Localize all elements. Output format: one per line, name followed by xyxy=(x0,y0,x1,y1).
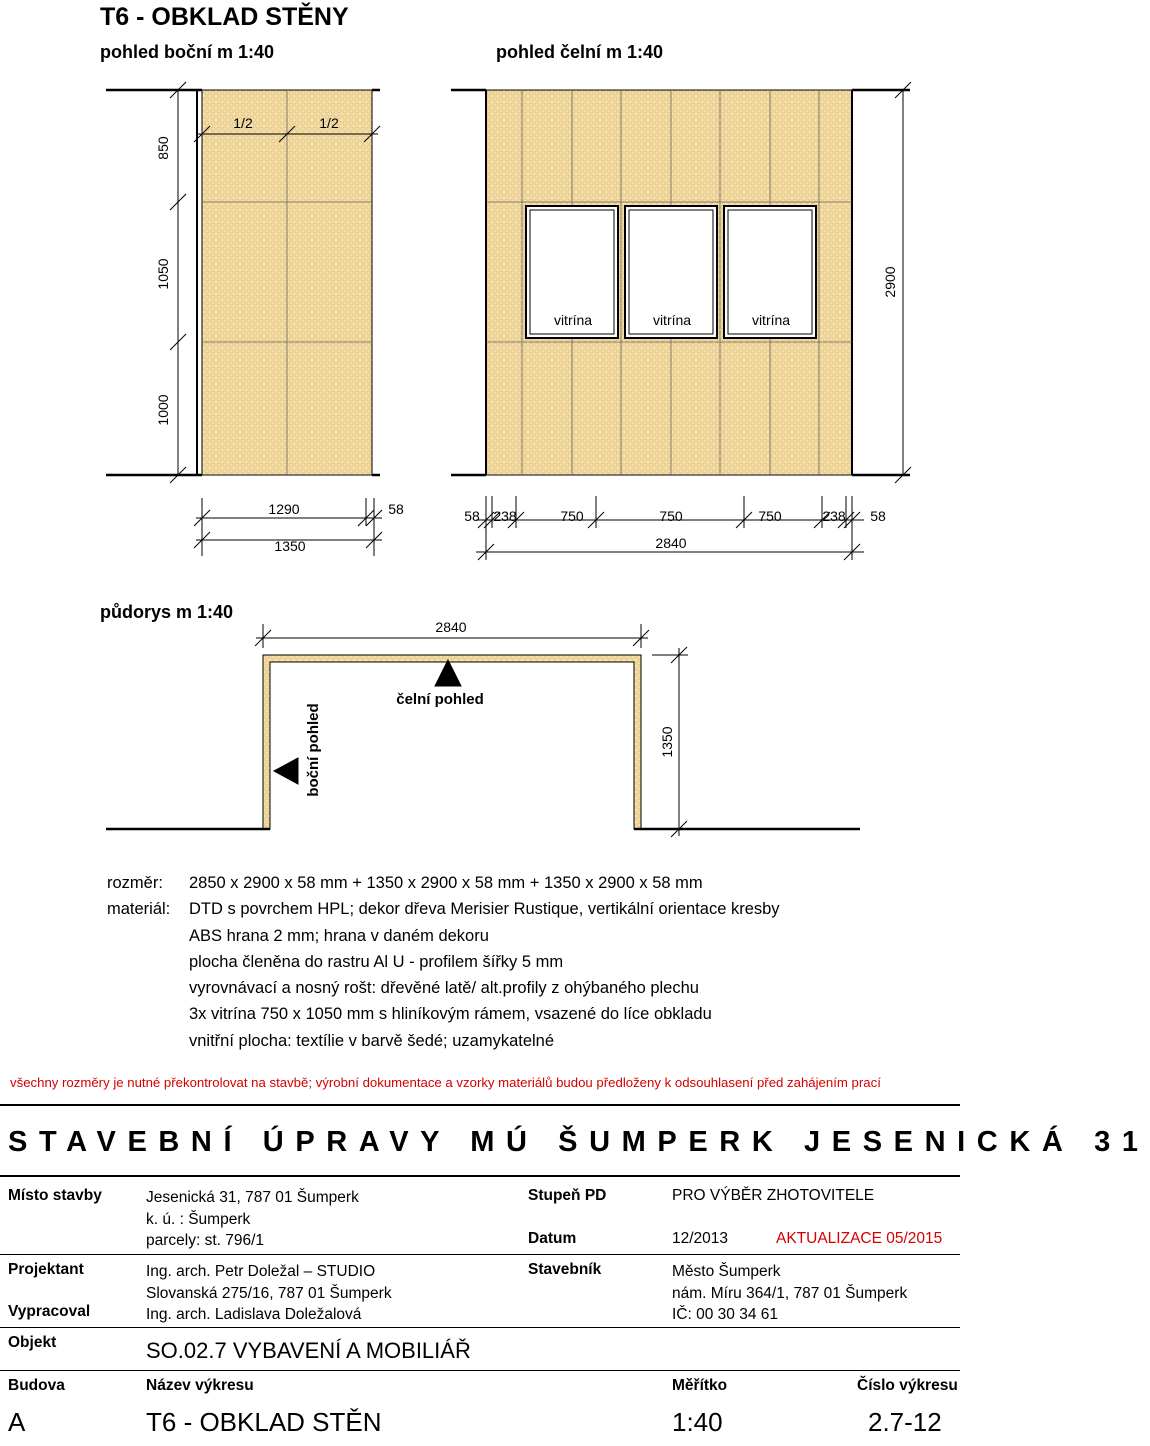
misto-line-1: Jesenická 31, 787 01 Šumperk xyxy=(146,1189,359,1206)
dim-front-750-2: 750 xyxy=(659,508,683,524)
front-view-label: čelní pohled xyxy=(396,691,484,708)
drawing-title: T6 - OBKLAD STĚNY xyxy=(100,3,349,31)
stavebnik-line-2: nám. Míru 364/1, 787 01 Šumperk xyxy=(672,1284,908,1302)
rozmer-value: 2850 x 2900 x 58 mm + 1350 x 2900 x 58 mm + 1350 x 2900 x 58 mm xyxy=(189,874,703,892)
dim-front-58-right: 58 xyxy=(870,508,886,524)
dim-front-58-left: 58 xyxy=(464,508,480,524)
dim-half-right: 1/2 xyxy=(319,115,339,131)
misto-line-2: k. ú. : Šumperk xyxy=(146,1210,251,1228)
material-line-4: vyrovnávací a nosný rošt: dřevěné latě/ alt.profily z ohýbaného plechu xyxy=(189,979,699,998)
datum-label: Datum xyxy=(528,1230,577,1247)
dim-front-238-left: 238 xyxy=(493,508,517,524)
dim-1350-side: 1350 xyxy=(274,538,306,554)
front-view-arrow xyxy=(435,660,461,686)
projektant-line-2: Slovanská 275/16, 787 01 Šumperk xyxy=(146,1284,392,1302)
stavebnik-line-3: IČ: 00 30 34 61 xyxy=(672,1306,778,1323)
material-line-5: 3x vitrína 750 x 1050 mm s hliníkovým rámem, vsazené do líce obkladu xyxy=(189,1005,712,1024)
titleblock-rule-2 xyxy=(0,1254,960,1255)
misto-line-3: parcely: st. 796/1 xyxy=(146,1232,265,1249)
side-view-caption: pohled boční m 1:40 xyxy=(100,42,275,62)
misto-value xyxy=(146,1187,359,1252)
stavebnik-label: Stavebník xyxy=(528,1261,602,1278)
dim-front-2840: 2840 xyxy=(655,535,687,551)
vitrine-label-2: vitrína xyxy=(652,312,692,328)
projektant-value xyxy=(146,1261,392,1326)
dim-1000: 1000 xyxy=(155,394,171,426)
side-view xyxy=(106,82,382,556)
vitrine-label-1: vitrína xyxy=(553,312,593,328)
front-view-caption: pohled čelní m 1:40 xyxy=(496,42,664,62)
vypracoval-label: Vypracoval xyxy=(8,1303,91,1320)
datum-value: 12/2013 xyxy=(672,1230,729,1247)
dim-plan-2840: 2840 xyxy=(435,619,467,635)
budova-label: Budova xyxy=(8,1377,65,1394)
project-name: STAVEBNÍ ÚPRAVY MÚ ŠUMPERK JESENICKÁ 31 xyxy=(8,1126,1150,1158)
material-line-1: DTD s povrchem HPL; dekor dřeva Merisier Rustique, vertikální orientace kresby xyxy=(189,900,780,919)
misto-label: Místo stavby xyxy=(8,1187,102,1204)
material-line-6: vnitřní plocha: textílie v barvě šedé; uzamykatelné xyxy=(189,1031,555,1050)
nazev-label: Název výkresu xyxy=(146,1377,254,1394)
side-view-label: boční pohled xyxy=(305,703,322,797)
dim-front-750-3: 750 xyxy=(758,508,782,524)
plan-caption: půdorys m 1:40 xyxy=(100,602,234,622)
material-label: materiál: xyxy=(107,900,171,919)
warning-note: všechny rozměry je nutné překontrolovat na stavbě; výrobní dokumentace a vzorky materiálů budou předloženy k odsouhlasení před zahájením prací xyxy=(10,1075,881,1090)
objekt-value: SO.02.7 VYBAVENÍ A MOBILIÁŘ xyxy=(146,1338,471,1363)
stupen-label: Stupeň PD xyxy=(528,1187,607,1204)
cislo-value: 2.7-12 xyxy=(868,1407,942,1437)
material-line-2: ABS hrana 2 mm; hrana v daném dekoru xyxy=(189,926,489,945)
stavebnik-line-1: Město Šumperk xyxy=(672,1263,781,1280)
projektant-line-1: Ing. arch. Petr Doležal – STUDIO xyxy=(146,1263,376,1280)
side-view-arrow xyxy=(274,758,298,784)
vypracoval-value: Ing. arch. Ladislava Doležalová xyxy=(146,1306,362,1323)
budova-value: A xyxy=(8,1407,26,1437)
nazev-value: T6 - OBKLAD STĚN xyxy=(146,1407,382,1437)
stavebnik-value xyxy=(672,1261,907,1326)
dim-2900: 2900 xyxy=(882,266,898,298)
dim-front-750-1: 750 xyxy=(560,508,584,524)
dim-front-238-right: 238 xyxy=(822,508,846,524)
titleblock-rule-3 xyxy=(0,1327,960,1328)
vitrine-label-3: vitrína xyxy=(751,312,791,328)
titleblock-rule xyxy=(0,1175,960,1177)
rozmer-label: rozměr: xyxy=(107,874,163,892)
titleblock-rule-4 xyxy=(0,1370,960,1371)
projektant-label: Projektant xyxy=(8,1261,84,1278)
dim-1050: 1050 xyxy=(155,258,171,290)
meritko-label: Měřítko xyxy=(672,1377,728,1394)
cislo-label: Číslo výkresu xyxy=(857,1377,958,1394)
dim-1290: 1290 xyxy=(268,501,300,517)
material-line-3: plocha členěna do rastru Al U - profilem šířky 5 mm xyxy=(189,952,564,971)
dim-850: 850 xyxy=(155,136,171,160)
notes-block xyxy=(107,870,780,1054)
meritko-value: 1:40 xyxy=(672,1407,723,1437)
objekt-label: Objekt xyxy=(8,1334,57,1351)
technical-drawing xyxy=(0,0,960,840)
dim-half-left: 1/2 xyxy=(233,115,253,131)
stupen-value: PRO VÝBĚR ZHOTOVITELE xyxy=(672,1187,875,1204)
dim-plan-1350: 1350 xyxy=(659,726,675,758)
dim-58-side: 58 xyxy=(388,501,404,517)
update-badge: AKTUALIZACE 05/2015 xyxy=(776,1230,943,1247)
titleblock-top-rule xyxy=(0,1104,960,1106)
plan-view xyxy=(106,624,860,837)
